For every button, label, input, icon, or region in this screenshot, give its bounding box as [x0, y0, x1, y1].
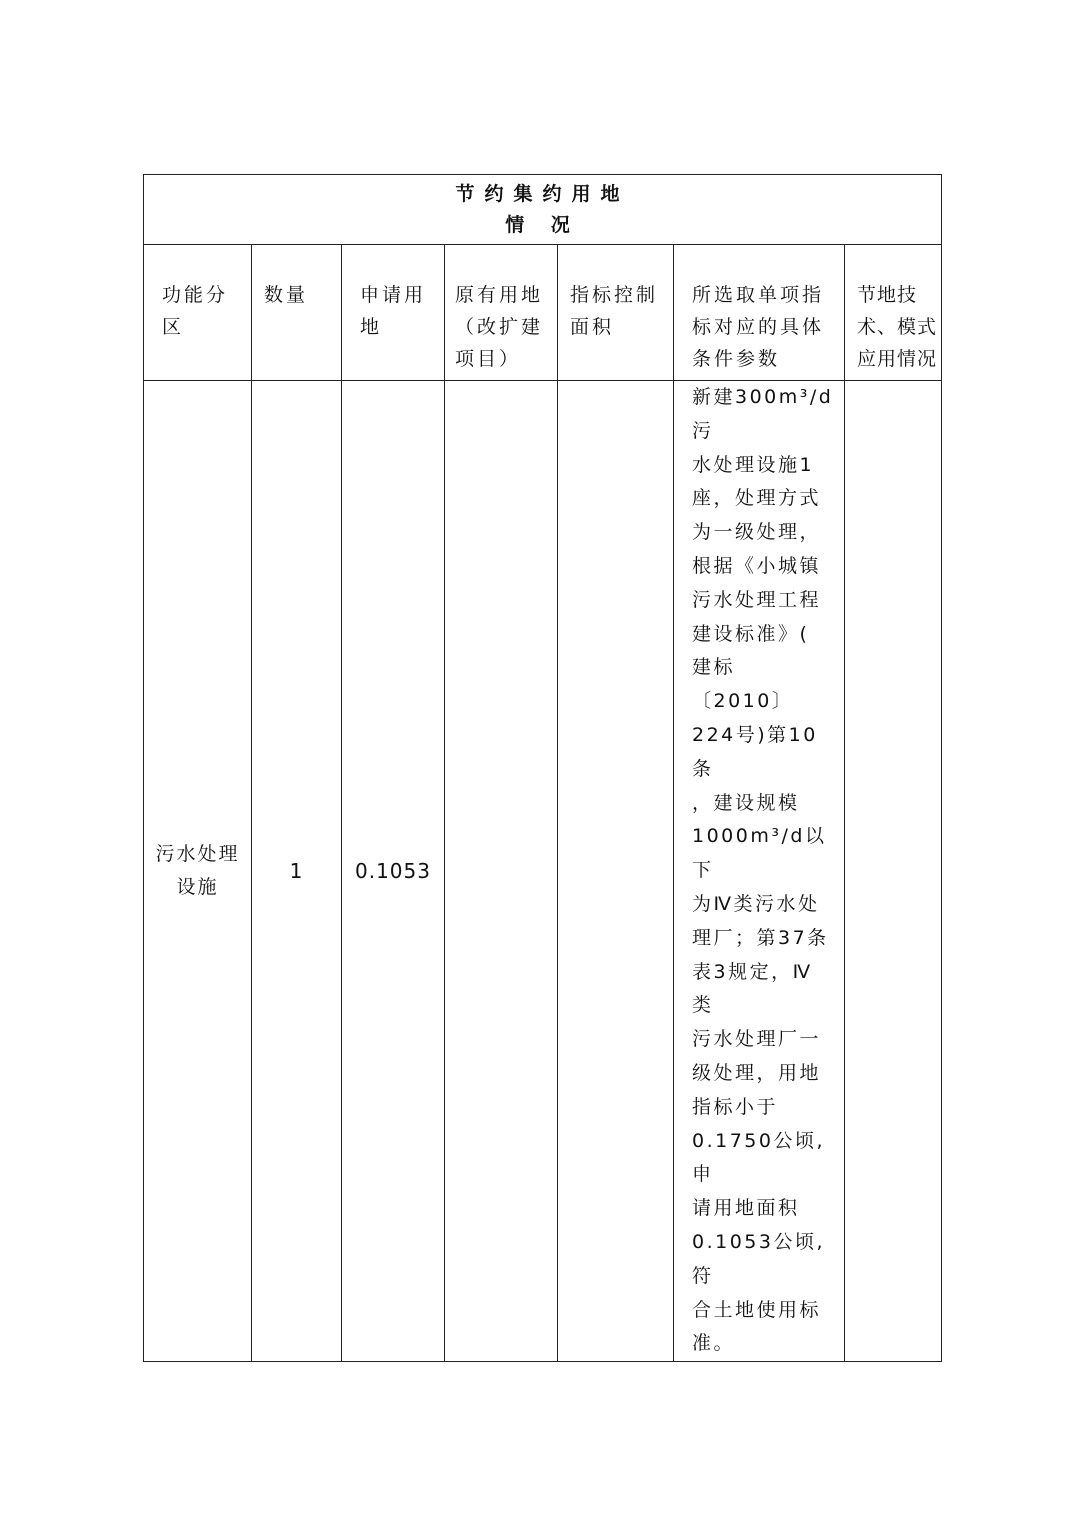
- header-original-area: 原有用地（改扩建项目）: [455, 284, 544, 370]
- header-cell-applied-area: [342, 245, 445, 381]
- cell-quantity: [252, 381, 342, 1362]
- cell-technique: [845, 381, 942, 1362]
- header-applied-area: 申请用地: [360, 284, 427, 338]
- cell-params: [674, 381, 845, 1362]
- table-row: [144, 381, 942, 1362]
- header-cell-indicator-area: [558, 245, 674, 381]
- table-title-line-2: 情 况: [505, 213, 580, 236]
- header-cell-quantity: [252, 245, 342, 381]
- params-value: 新建300m³/d污 水处理设施1 座，处理方式 为一级处理， 根据《小城镇 污水处理工程 建设标准》( 建标〔2010〕 224号)第10条 ，建设规模 1000m³/d以下 为Ⅳ类污水处 理厂；第37条 表3规定，Ⅳ类 污水处理厂一 级处理，用地 指标小于 0.1750公顷,申 请用地面积 0.1053公顷,符 合土地使用标 准。: [692, 386, 834, 1355]
- header-cell-zone: [144, 245, 252, 381]
- zone-value: 污水处理设施: [155, 843, 240, 899]
- applied-area-value: 0.1053: [355, 859, 431, 884]
- header-quantity: 数量: [264, 284, 309, 306]
- cell-applied-area: [342, 381, 445, 1362]
- quantity-value: 1: [289, 859, 304, 884]
- header-cell-original-area: [445, 245, 558, 381]
- table-title-line-1: 节约集约用地: [455, 182, 630, 205]
- header-cell-technique: [845, 245, 942, 381]
- cell-indicator-area: [558, 381, 674, 1362]
- cell-original-area: [445, 381, 558, 1362]
- header-zone: 功能分区: [162, 284, 229, 338]
- cell-zone: [144, 381, 252, 1362]
- header-cell-params: [674, 245, 845, 381]
- header-indicator-area: 指标控制面积: [570, 284, 659, 338]
- land-use-table: [143, 174, 942, 1362]
- table-title-cell: [144, 175, 942, 245]
- title-row: [144, 175, 942, 245]
- header-row: [144, 245, 942, 381]
- header-params: 所选取单项指标对应的具体条件参数: [692, 284, 825, 370]
- header-technique: 节地技术、模式应用情况: [857, 284, 938, 370]
